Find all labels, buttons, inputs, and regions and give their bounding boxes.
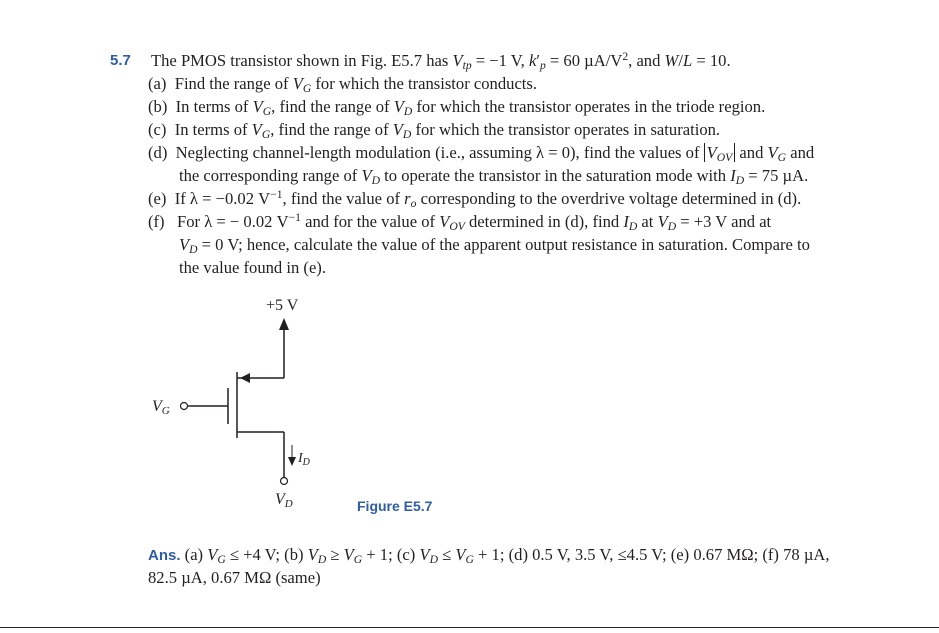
answer-line1: Ans. (a) $V_G \le +4$ V; (b) $V_D \ge V_G + 1$; (c) $V_D \le V_G + 1$; (d) 0.5 V, 3.5 V, ≤4.5 V; (e) 0.67 MΩ; (f) 78 µA, xyxy=(148,545,830,566)
part-f-line2: $V_D = 0$ V; hence, calculate the value of the apparent output resistance in saturation. Compare to xyxy=(179,235,810,256)
problem-number: 5.7 xyxy=(110,52,131,69)
part-f-line1: (f) For λ = − 0.02 $V^{-1}$ and for the value of $V_{OV}$ determined in (d), find $I_D$ at $V_D = +3$ V and at xyxy=(148,211,772,233)
drain-current-arrow-icon xyxy=(288,457,296,466)
part-f-line3: the value found in (e). xyxy=(179,258,326,277)
answer-label: Ans. xyxy=(148,547,181,564)
problem-statement: The PMOS transistor shown in Fig. E5.7 has $V_{tp} = -1$ V, $k'_p = 60$ $\mu A/V^2$, and W/L = 10. xyxy=(151,50,731,72)
figure-caption: Figure E5.7 xyxy=(357,498,433,514)
drain-label: VD xyxy=(275,491,293,510)
part-b: (b) In terms of $V_G$, find the range of $V_D$ for which the transistor operates in the triode region. xyxy=(148,97,766,118)
part-d-line1: (d) Neglecting channel-length modulation (i.e., assuming λ = 0), find the values of $V_{OV}$ and $V_G$ and xyxy=(148,143,815,164)
page-bottom-rule xyxy=(0,627,939,628)
gate-terminal xyxy=(181,403,188,410)
part-a: (a) Find the range of $V_G$ for which the transistor conducts. xyxy=(148,74,538,95)
answer-line2: 82.5 µA, 0.67 MΩ (same) xyxy=(148,568,321,587)
part-e: (e) If λ = −0.02 $V^{-1}$, find the value of $r_o$ corresponding to the overdrive voltage determined in (d). xyxy=(148,188,802,210)
part-d-line2: the corresponding range of $V_D$ to operate the transistor in the saturation mode with $I_D = 75$ µA. xyxy=(179,166,809,187)
pmos-circuit-diagram xyxy=(140,290,380,520)
part-c: (c) In terms of $V_G$, find the range of $V_D$ for which the transistor operates in saturation. xyxy=(148,120,721,141)
supply-arrow xyxy=(279,318,289,330)
supply-label: +5 V xyxy=(266,297,299,314)
drain-current-label: $I_D$ xyxy=(298,451,310,468)
source-arrow-icon xyxy=(240,373,250,383)
gate-label: VG xyxy=(152,398,170,417)
drain-terminal xyxy=(281,478,288,485)
